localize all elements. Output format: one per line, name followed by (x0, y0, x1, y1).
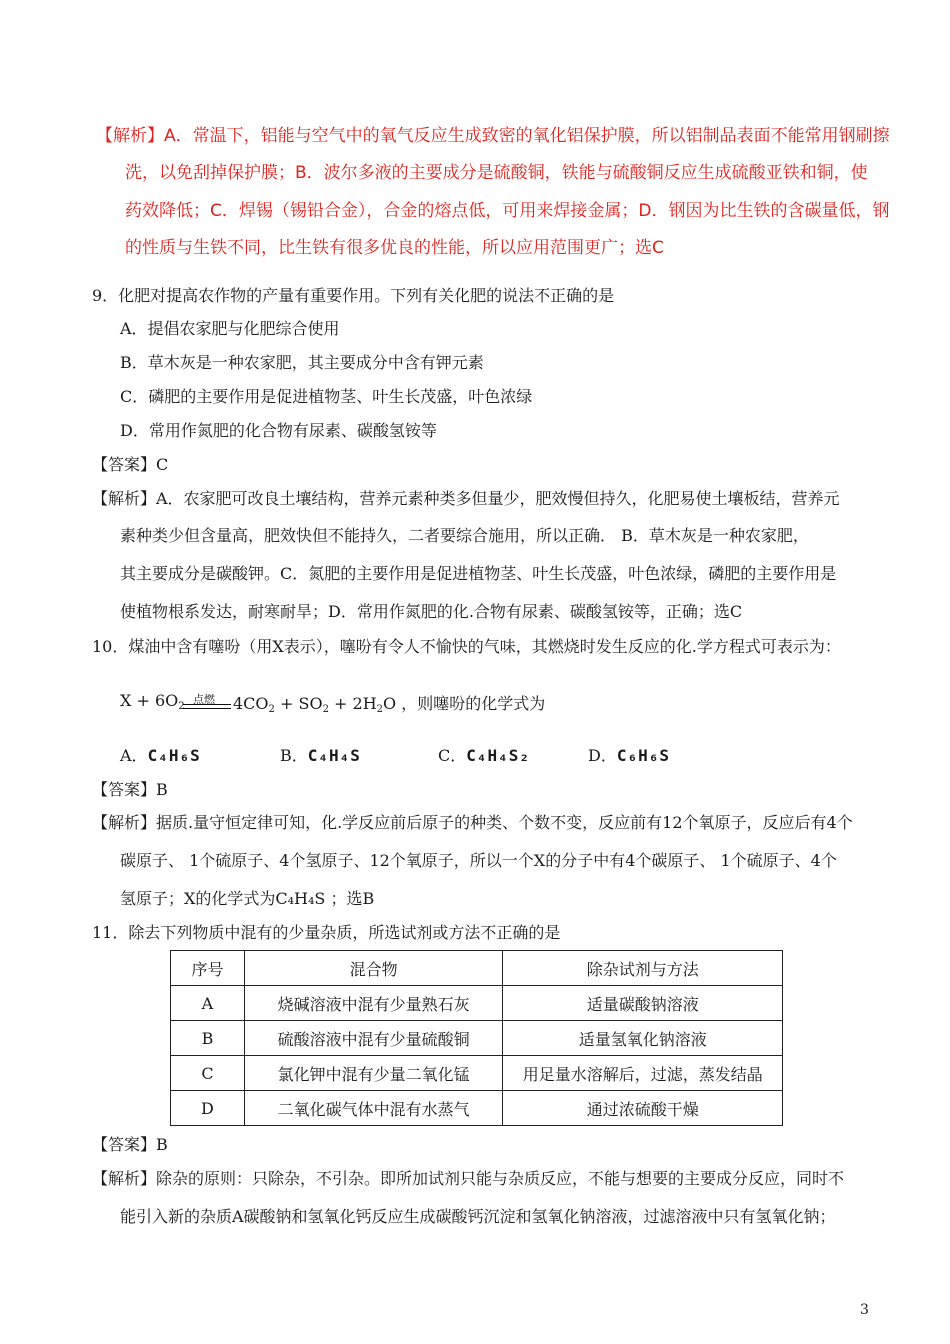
q10-analysis-line-3: 氢原子；X的化学式为C₄H₄S ；选B (120, 889, 375, 908)
table-row (171, 1091, 783, 1126)
q10-option-a: A．C₄H₆S (120, 746, 201, 765)
table-cell: B (171, 1021, 245, 1056)
q10-equation-left: $X + 6O_2$ (120, 691, 185, 712)
table-cell: 二氧化碳气体中混有水蒸气 (244, 1091, 503, 1126)
table-cell: A (171, 986, 245, 1021)
q9-option-b: B．草木灰是一种农家肥，其主要成分中含有钾元素 (120, 353, 484, 372)
q9-analysis-line-4: 使植物根系发达，耐寒耐旱；D．常用作氮肥的化.合物有尿素、碳酸氢铵等，正确；选C (120, 602, 743, 621)
reaction-arrow-line (183, 708, 231, 709)
q10-stem: 10．煤油中含有噻吩（用X表示），噻吩有令人不愉快的气味，其燃烧时发生反应的化.学方程式可表示为： (92, 637, 841, 656)
table-cell: 用足量水溶解后，过滤，蒸发结晶 (503, 1056, 783, 1091)
table-cell: 氯化钾中混有少量二氧化锰 (244, 1056, 503, 1091)
table-cell: 通过浓硫酸干燥 (503, 1091, 783, 1126)
table-cell: 适量碳酸钠溶液 (503, 986, 783, 1021)
table-cell: D (171, 1091, 245, 1126)
q9-option-c: C．磷肥的主要作用是促进植物茎、叶生长茂盛，叶色浓绿 (120, 387, 533, 406)
table-row (171, 1021, 783, 1056)
q8-analysis-line-3: 药效降低；C．焊锡（锡铅合金），合金的熔点低，可用来焊接金属；D．钢因为比生铁的含碳量低，钢 (125, 201, 890, 221)
table-header-cell: 混合物 (244, 951, 503, 986)
q10-option-c: C．C₄H₄S₂ (438, 746, 531, 765)
q8-analysis-line-1: 【解析】A．常温下，铝能与空气中的氧气反应生成致密的氧化铝保护膜，所以铝制品表面不能常用钢刷擦 (96, 126, 890, 146)
q11-stem: 11．除去下列物质中混有的少量杂质，所选试剂或方法不正确的是 (92, 923, 561, 942)
q11-analysis-line-1: 【解析】除杂的原则：只除杂，不引杂。即所加试剂只能与杂质反应，不能与想要的主要成分反应，同时不 (92, 1169, 845, 1188)
table-cell: 烧碱溶液中混有少量熟石灰 (244, 986, 503, 1021)
q11-analysis-line-2: 能引入新的杂质A碳酸钠和氢氧化钙反应生成碳酸钙沉淀和氢氧化钠溶液，过滤溶液中只有氢氧化钠； (120, 1207, 836, 1226)
q8-analysis-line-2: 洗，以免刮掉保护膜；B．波尔多液的主要成分是硫酸铜，铁能与硫酸铜反应生成硫酸亚铁和铜，使 (125, 163, 868, 183)
q10-option-b: B．C₄H₄S (280, 746, 361, 765)
q10-option-d: D．C₆H₆S (588, 746, 671, 765)
table-header-row (171, 951, 783, 986)
table-cell: 硫酸溶液中混有少量硫酸铜 (244, 1021, 503, 1056)
q11-answer: 【答案】B (92, 1135, 168, 1154)
q8-analysis-line-4: 的性质与生铁不同，比生铁有很多优良的性能，所以应用范围更广；选C (125, 238, 664, 258)
q9-option-a: A．提倡农家肥与化肥综合使用 (120, 319, 340, 338)
q10-answer: 【答案】B (92, 780, 168, 799)
q10-equation-right: $4CO_2 + SO_2 + 2H_2O$ ，则噻吩的化学式为 (233, 694, 546, 715)
table-cell: 适量氢氧化钠溶液 (503, 1021, 783, 1056)
q9-analysis-line-3: 其主要成分是碳酸钾。C．氮肥的主要作用是促进植物茎、叶生长茂盛，叶色浓绿，磷肥的主要作用是 (120, 564, 837, 583)
page-number: 3 (860, 1302, 869, 1318)
q11-table (170, 950, 783, 1126)
q10-analysis-line-1: 【解析】据质.量守恒定律可知，化.学反应前后原子的种类、个数不变，反应前有12个氧原子，反应后有4个 (92, 813, 853, 832)
q9-answer: 【答案】C (92, 455, 169, 474)
q9-stem: 9．化肥对提高农作物的产量有重要作用。下列有关化肥的说法不正确的是 (92, 286, 615, 305)
table-row (171, 986, 783, 1021)
table-header-cell: 序号 (171, 951, 245, 986)
reaction-condition: 点燃 (193, 693, 215, 706)
q9-option-d: D．常用作氮肥的化合物有尿素、碳酸氢铵等 (120, 421, 437, 440)
table-header-cell: 除杂试剂与方法 (503, 951, 783, 986)
q9-analysis-line-1: 【解析】A．农家肥可改良土壤结构，营养元素种类多但量少，肥效慢但持久，化肥易使土壤板结，营养元 (92, 489, 840, 508)
table-cell: C (171, 1056, 245, 1091)
q9-analysis-line-2: 素种类少但含量高，肥效快但不能持久，二者要综合施用，所以正确． B．草木灰是一种农家肥， (120, 526, 809, 545)
q10-analysis-line-2: 碳原子、 1个硫原子、4个氢原子、12个氧原子，所以一个X的分子中有4个碳原子、 1个硫原子、4个 (120, 851, 837, 870)
table-row (171, 1056, 783, 1091)
reaction-arrow-line (183, 704, 231, 705)
